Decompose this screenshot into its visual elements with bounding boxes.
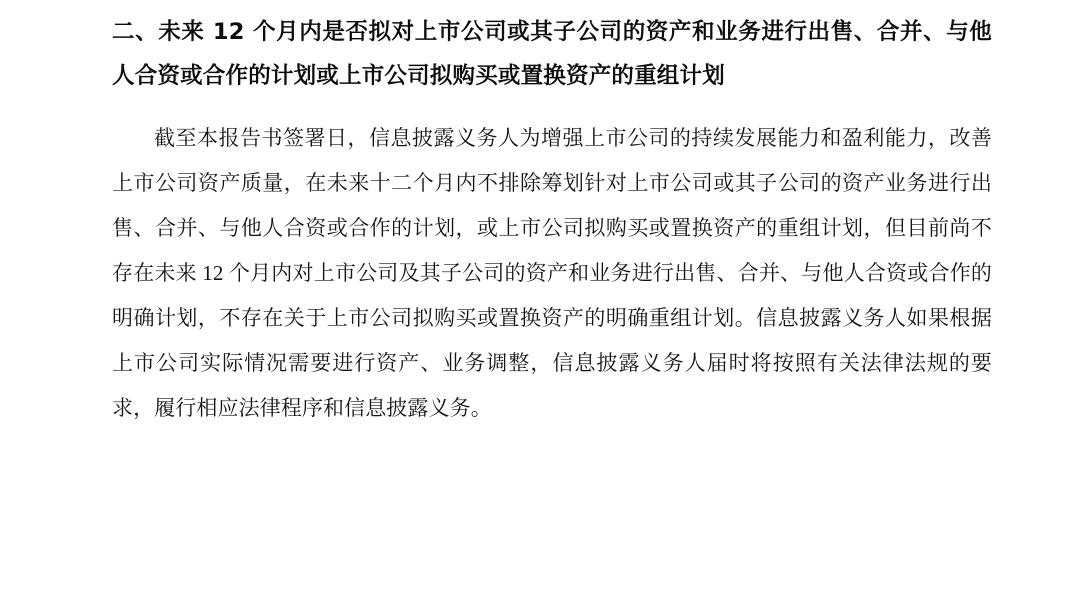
document-body (112, 10, 992, 431)
section-heading: 二、未来 12 个月内是否拟对上市公司或其子公司的资产和业务进行出售、合并、与他人合资或合作的计划或上市公司拟购买或置换资产的重组计划 (112, 19, 992, 89)
body-paragraph: 截至本报告书签署日，信息披露义务人为增强上市公司的持续发展能力和盈利能力，改善上市公司资产质量，在未来十二个月内不排除筹划针对上市公司或其子公司的资产业务进行出售、合并、与他人合资或合作的计划，或上市公司拟购买或置换资产的重组计划，但目前尚不存在未来 12 个月内对上市公司及其子公司的资产和业务进行出售、合并、与他人合资或合作的明确计划，不存在关于上市公司拟购买或置换资产的明确重组计划。信息披露义务人如果根据上市公司实际情况需要进行资产、业务调整，信息披露义务人届时将按照有关法律法规的要求，履行相应法律程序和信息披露义务。 (112, 126, 992, 420)
